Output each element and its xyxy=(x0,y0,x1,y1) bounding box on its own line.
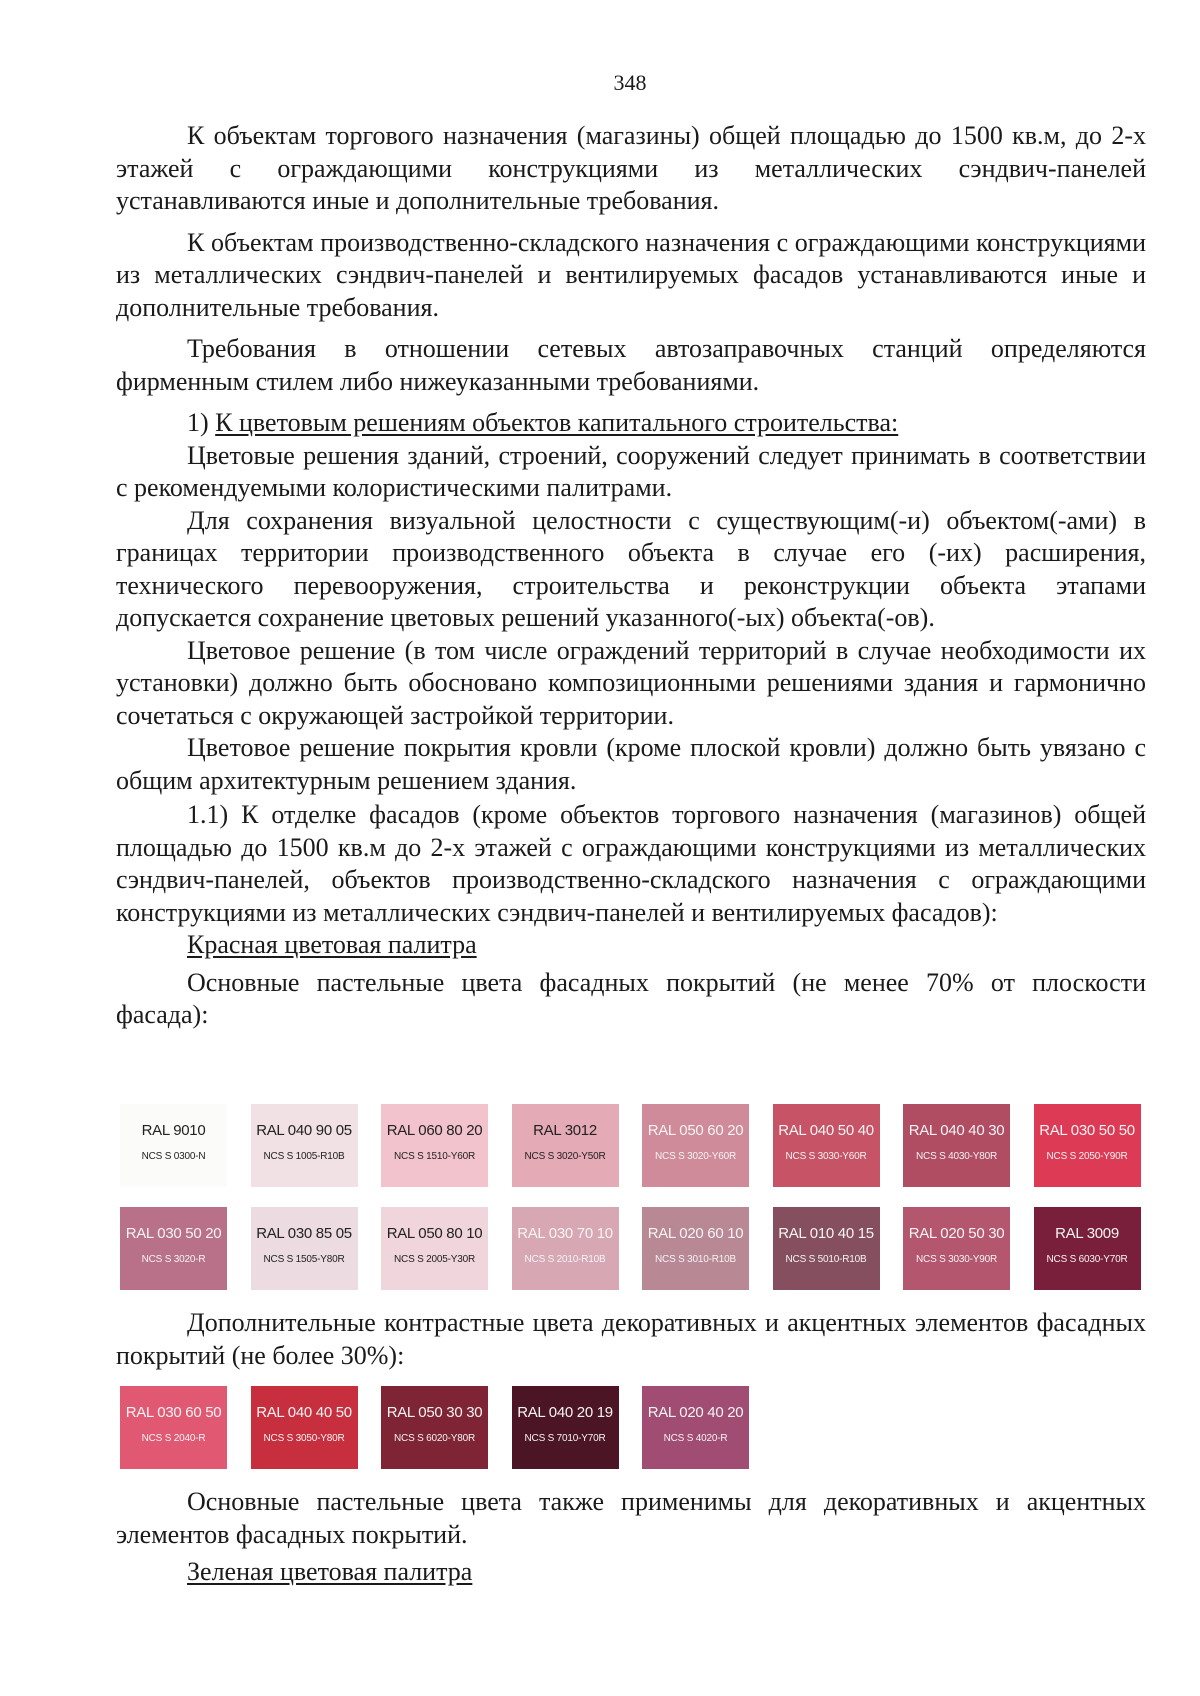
swatch-ral-code: RAL 030 85 05 xyxy=(256,1225,352,1242)
color-swatch xyxy=(120,1104,227,1187)
intro-paragraphs xyxy=(116,120,1146,1032)
swatch-ral-code: RAL 030 50 20 xyxy=(125,1225,222,1242)
swatch-ral-code: RAL 040 40 50 xyxy=(256,1404,352,1421)
swatch-ncs-code: NCS S 2005-Y30R xyxy=(394,1254,475,1265)
section-1-number: 1) xyxy=(187,408,209,437)
color-swatch xyxy=(251,1207,358,1290)
paragraph-subsection-1-1: 1.1) К отделке фасадов (кроме объектов торгового назначения (магазинов) общей площадью до 1500 кв.м до 2-х этажей с ограждающими конструкциями из металлических сэндвич-панелей, объектов производственно-складского назначения с ограждающими конструкциями из металлических сэндвич-панелей и вентилируемых фасадов): xyxy=(116,800,1146,927)
swatch-ncs-code: NCS S 1505-Y80R xyxy=(263,1254,345,1265)
accent-caption-block xyxy=(116,1307,1146,1372)
swatch-ral-code: RAL 050 80 10 xyxy=(386,1225,483,1242)
main-colors-caption: Основные пастельные цвета фасадных покрытий (не менее 70% от плоскости фасада): xyxy=(116,967,1146,1029)
swatch-ral-code: RAL 010 40 15 xyxy=(778,1225,874,1242)
swatch-ral-code: RAL 020 40 20 xyxy=(647,1404,744,1421)
closing-block xyxy=(116,1486,1146,1589)
color-swatch xyxy=(903,1104,1010,1187)
swatch-ncs-code: NCS S 4020-R xyxy=(663,1433,728,1444)
color-swatch xyxy=(381,1104,488,1187)
color-swatch xyxy=(120,1207,227,1290)
swatch-ral-code: RAL 040 40 30 xyxy=(908,1122,1005,1139)
color-swatch xyxy=(642,1386,749,1469)
color-swatch xyxy=(512,1386,619,1469)
swatch-ral-code: RAL 3012 xyxy=(533,1122,597,1139)
accent-colors-caption: Дополнительные контрастные цвета декоративных и акцентных элементов фасадных покрытий (не более 30%): xyxy=(116,1308,1146,1370)
color-swatch xyxy=(512,1207,619,1290)
swatch-ncs-code: NCS S 5010-R10B xyxy=(785,1254,867,1265)
paragraph-roof: Цветовое решение покрытия кровли (кроме плоской кровли) должно быть увязано с общим архитектурным решением здания. xyxy=(116,733,1146,795)
swatch-ral-code: RAL 050 60 20 xyxy=(647,1122,744,1139)
swatch-ral-code: RAL 040 50 40 xyxy=(778,1122,874,1139)
color-swatch xyxy=(1034,1104,1141,1187)
color-swatch xyxy=(251,1386,358,1469)
swatch-ral-code: RAL 020 50 30 xyxy=(908,1225,1005,1242)
section-1-heading xyxy=(116,407,1146,440)
swatch-ncs-code: NCS S 7010-Y70R xyxy=(524,1433,606,1444)
swatch-ncs-code: NCS S 3050-Y80R xyxy=(263,1433,345,1444)
swatch-ncs-code: NCS S 3010-R10B xyxy=(655,1254,736,1265)
swatch-ncs-code: NCS S 0300-N xyxy=(141,1151,206,1162)
paragraph-trade-objects: К объектам торгового назначения (магазины) общей площадью до 1500 кв.м, до 2-х этажей с ограждающими конструкциями из металлических сэндвич-панелей устанавливаются иные и дополнительные требования. xyxy=(116,121,1146,215)
swatch-ral-code: RAL 030 60 50 xyxy=(125,1404,222,1421)
paragraph-pastel-note: Основные пастельные цвета также применимы для декоративных и акцентных элементов фасадных покрытий. xyxy=(116,1487,1146,1549)
swatch-ral-code: RAL 020 60 10 xyxy=(647,1225,744,1242)
color-swatch xyxy=(381,1207,488,1290)
color-swatch xyxy=(773,1207,880,1290)
swatch-ral-code: RAL 030 50 50 xyxy=(1039,1122,1135,1139)
section-1-title: К цветовым решениям объектов капитального строительства: xyxy=(215,408,899,437)
swatch-ncs-code: NCS S 4030-Y80R xyxy=(916,1151,997,1162)
swatch-ral-code: RAL 9010 xyxy=(141,1122,206,1139)
swatch-ncs-code: NCS S 3020-Y60R xyxy=(655,1151,736,1162)
color-swatch xyxy=(251,1104,358,1187)
swatch-ral-code: RAL 040 90 05 xyxy=(256,1122,352,1139)
swatch-ral-code: RAL 040 20 19 xyxy=(517,1404,613,1421)
paragraph-visual-integrity: Для сохранения визуальной целостности с существующим(-и) объектом(-ами) в границах территории производственного объекта в случае его (-их) расширения, технического перевооружения, строительства и реконструкции объекта этапами допускается сохранение цветовых решений указанного(-ых) объекта(-ов). xyxy=(116,505,1146,632)
red-palette-title: Красная цветовая палитра xyxy=(187,930,477,959)
swatch-ncs-code: NCS S 2010-R10B xyxy=(524,1254,606,1265)
color-swatch xyxy=(120,1386,227,1469)
swatch-ncs-code: NCS S 6020-Y80R xyxy=(394,1433,475,1444)
swatch-ncs-code: NCS S 1005-R10B xyxy=(263,1151,345,1162)
swatch-ncs-code: NCS S 1510-Y60R xyxy=(394,1151,475,1162)
color-swatch xyxy=(381,1386,488,1469)
swatch-ral-code: RAL 050 30 30 xyxy=(386,1404,483,1421)
swatch-ral-code: RAL 060 80 20 xyxy=(386,1122,483,1139)
swatch-ncs-code: NCS S 3030-Y90R xyxy=(916,1254,997,1265)
swatch-ncs-code: NCS S 2050-Y90R xyxy=(1046,1151,1128,1162)
color-swatch xyxy=(1034,1207,1141,1290)
paragraph-fences: Цветовое решение (в том числе ограждений территорий в случае необходимости их установки) должно быть обосновано композиционными решениями здания и гармонично сочетаться с окружающей застройкой территории. xyxy=(116,635,1146,730)
green-palette-title: Зеленая цветовая палитра xyxy=(187,1557,473,1586)
paragraph-gas-stations: Требования в отношении сетевых автозаправочных станций определяются фирменным стилем либо нижеуказанными требованиями. xyxy=(116,334,1146,396)
color-swatch xyxy=(642,1207,749,1290)
color-swatch xyxy=(773,1104,880,1187)
color-swatch xyxy=(642,1104,749,1187)
color-swatch xyxy=(903,1207,1010,1290)
swatch-ncs-code: NCS S 6030-Y70R xyxy=(1046,1254,1128,1265)
swatch-ncs-code: NCS S 2040-R xyxy=(141,1433,206,1444)
paragraph-warehouse-objects: К объектам производственно-складского назначения с ограждающими конструкциями из металлических сэндвич-панелей и вентилируемых фасадов устанавливаются иные и дополнительные требования. xyxy=(116,227,1146,322)
swatch-ncs-code: NCS S 3020-Y50R xyxy=(524,1151,606,1162)
swatch-ncs-code: NCS S 3030-Y60R xyxy=(785,1151,867,1162)
paragraph-color-solutions: Цветовые решения зданий, строений, сооружений следует принимать в соответствии с рекомендуемыми колористическими палитрами. xyxy=(116,440,1146,502)
swatch-ncs-code: NCS S 3020-R xyxy=(141,1254,206,1265)
swatch-ral-code: RAL 3009 xyxy=(1055,1225,1119,1242)
swatch-ral-code: RAL 030 70 10 xyxy=(517,1225,613,1242)
color-swatch xyxy=(512,1104,619,1187)
page-number: 348 xyxy=(613,70,647,95)
